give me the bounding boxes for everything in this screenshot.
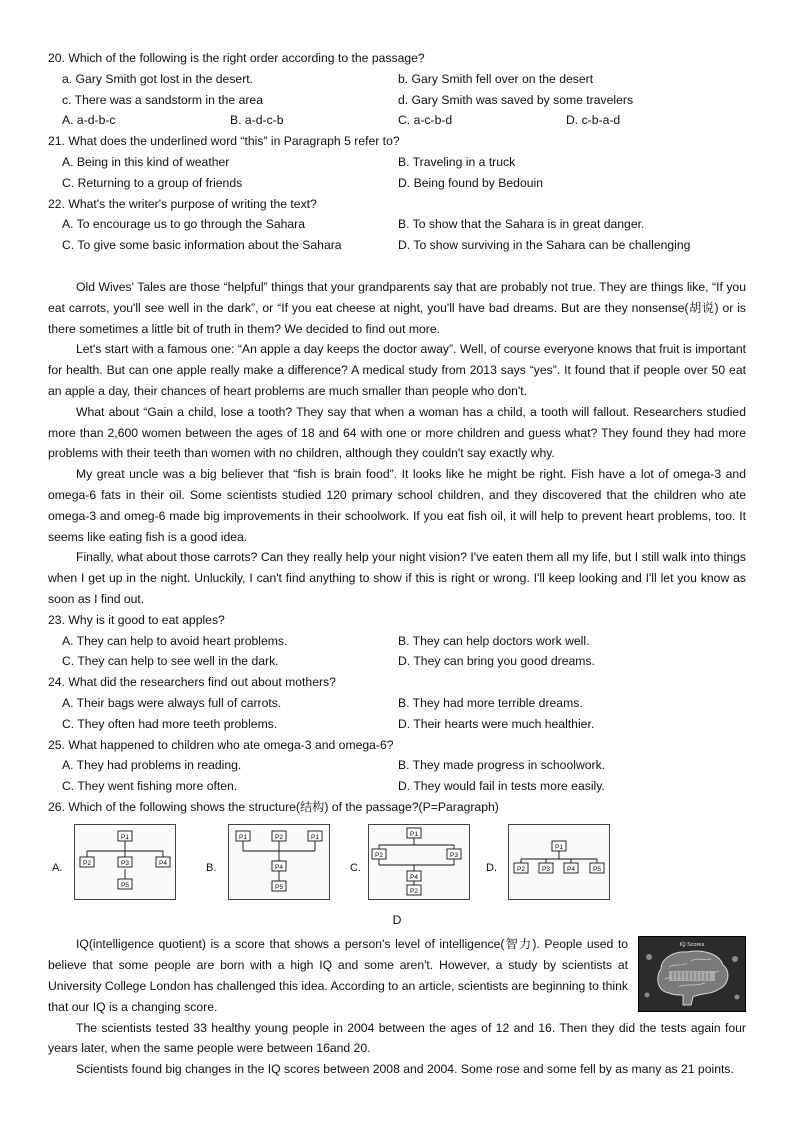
box-p1 [236,831,250,841]
diagram-label-d: D. [486,861,497,874]
question-21 [48,131,746,193]
passage-c [48,277,746,610]
question-22 [48,194,746,256]
choice-b: B. They had more terrible dreams. [398,695,583,710]
box-p4 [564,863,578,873]
question-25 [48,735,746,797]
passage-paragraph-3: What about “Gain a child, lose a tooth? They say that when a woman has a child, a tooth will fallout. Researchers studied more than 2,600 women between the ages of 18 and 64 with one or more children and guess what? They found they had more problems with their teeth than women with no children, although they couldn't say exactly why. [48,404,746,461]
question-20-choices [48,110,746,131]
brain-icon [639,937,745,1011]
exam-page [48,48,746,1080]
question-25-choices [48,755,746,797]
choice-b: B. They can help doctors work well. [398,633,590,648]
choice-d: D. To show surviving in the Sahara can be challenging [398,238,691,253]
structure-diagrams [48,824,746,908]
question-25-stem: 25. What happened to children who ate omega-3 and omega-6? [48,737,394,752]
box-p2 [272,831,286,841]
box-p5 [272,881,286,891]
diagram-label-c: C. [350,861,361,874]
event-b: b. Gary Smith fell over on the desert [398,71,594,86]
box-p2 [80,857,94,867]
choice-a: A. Being in this kind of weather [62,154,230,169]
question-26 [48,797,746,908]
choice-c: C. They often had more teeth problems. [62,716,278,731]
box-label: P1 [311,833,319,841]
choice-c: C. They can help to see well in the dark. [62,654,279,669]
box-label: P4 [275,863,283,871]
box-label: P5 [121,881,129,889]
box-label: P4 [159,859,167,867]
choice-d: D. They can bring you good dreams. [398,654,595,669]
choice-c: C. They went fishing more often. [62,779,238,794]
question-20 [48,48,746,131]
event-c: c. There was a sandstorm in the area [62,92,263,107]
box-p2-bottom [407,885,421,895]
box-label: P1 [555,843,563,851]
box-label: P2 [375,851,383,859]
question-21-choices [48,152,746,194]
iq-brain-image [638,936,746,1012]
question-26-stem: 26. Which of the following shows the structure(结构) of the passage?(P=Paragraph) [48,799,499,814]
choice-a: A. They had problems in reading. [62,758,242,773]
question-21-stem-after: in Paragraph 5 refer to? [267,134,400,149]
section-d-paragraph-1: IQ(intelligence quotient) is a score that shows a person's level of intelligence(智力). People used to believe that some people are born with a high IQ and some aren't. However, a study by scientists at University College London has challenged this idea. According to an article, scientists are beginning to think that our IQ is a changing score. [48,937,628,1014]
box-label: P2 [410,887,418,895]
box-label: P1 [410,830,418,838]
choice-b: B. They made progress in schoolwork. [398,758,606,773]
box-p1 [407,828,421,838]
question-24-stem: 24. What did the researchers find out about mothers? [48,675,336,690]
box-p2 [514,863,528,873]
passage-paragraph-4: My great uncle was a big believer that “fish is brain food”. It looks like he might be right. Fish have a lot of omega-3 and omega-6 fats in their oil. Some scientists studied 120 primary school children, and they discovered that the children who ate omega-3 and omeg-6 made big improvements in their schoolwork. If you eat fish oil, it will help to prevent heart problems, too. It seems like eating fish is a good idea. [48,467,746,544]
box-p3 [308,831,322,841]
box-p3 [539,863,553,873]
box-label: P5 [593,865,601,873]
box-p1 [552,841,566,851]
box-p5 [118,879,132,889]
question-20-events [48,69,746,111]
box-p2 [372,849,386,859]
diagram-d-svg [509,825,609,899]
choice-b: B. a-d-c-b [230,113,284,128]
diagram-a-boxes [80,831,170,889]
diagram-c-boxes [372,828,461,895]
choice-c: C. To give some basic information about the Sahara [62,238,342,253]
question-22-choices [48,214,746,256]
diagram-c-svg [369,825,469,899]
diagram-a-svg [75,825,175,899]
choice-c: C. Returning to a group of friends [62,175,243,190]
box-label: P2 [83,859,91,867]
question-21-stem [48,131,746,152]
diagram-b-svg [229,825,329,899]
box-p5 [590,863,604,873]
choice-b: B. Traveling in a truck [398,154,516,169]
question-20-stem: 20. Which of the following is the right order according to the passage? [48,51,425,65]
passage-paragraph-5: Finally, what about those carrots? Can they really help your night vision? I've eaten them all my life, but I still walk into things when I get up in the night. Unluckily, I can't find anything to show if this is right or wrong. I'll keep looking and I'll let you know as soon as I find out. [48,550,746,606]
structure-diagram-c [368,824,470,900]
question-23-choices [48,631,746,673]
box-label: P3 [121,859,129,867]
spacer [48,256,746,277]
box-p1 [118,831,132,841]
choice-b: B. To show that the Sahara is in great danger. [398,217,645,232]
question-21-stem-word: “this” [240,134,268,149]
choice-d: D. Their hearts were much healthier. [398,716,595,731]
passage-paragraph-1: Old Wives' Tales are those “helpful” things that your grandparents say that are probably not true. They are things like, “If you eat carrots, you'll see well in the dark”, or “If you eat cheese at night, you'll have bad dreams. But are they nonsense(胡说) or is there sometimes a little bit of truth in them? We decided to find out more. [48,279,746,336]
diagram-label-a: A. [52,861,63,874]
choice-a: A. To encourage us to go through the Sahara [62,217,306,232]
box-label: P2 [275,833,283,841]
box-label: P3 [542,865,550,873]
question-23-stem: 23. Why is it good to eat apples? [48,612,225,627]
event-a: a. Gary Smith got lost in the desert. [62,71,254,86]
box-label: P1 [239,833,247,841]
choice-c: C. a-c-b-d [398,113,453,128]
box-label: P3 [450,851,458,859]
box-label: P4 [410,873,418,881]
box-label: P5 [275,883,283,891]
choice-d: D. c-b-a-d [566,113,621,128]
passage-paragraph-2: Let's start with a famous one: “An apple a day keeps the doctor away”. Well, of course everyone knows that fruit is important for health. But can one apple really make a difference? A medical study from 2013 says “yes”. It found that if people over 50 eat an apple a day, their chances of heart problems are much smaller than people who don't. [48,342,746,398]
box-p4 [407,871,421,881]
question-24 [48,672,746,734]
box-label: P2 [517,865,525,873]
question-24-choices [48,693,746,735]
box-p4 [272,861,286,871]
box-p3 [447,849,461,859]
box-label: P1 [121,833,129,841]
diagram-b-boxes [236,831,322,891]
choice-a: A. a-d-b-c [62,113,116,128]
structure-diagram-a [74,824,176,900]
choice-d: D. Being found by Bedouin [398,175,544,190]
structure-diagram-b [228,824,330,900]
question-23 [48,610,746,672]
structure-diagram-d [508,824,610,900]
box-p4 [156,857,170,867]
choice-d: D. They would fail in tests more easily. [398,779,605,794]
image-caption: IQ Scores [679,942,705,949]
section-d-paragraph-3: Scientists found big changes in the IQ scores between 2008 and 2004. Some rose and some fell by as many as 21 points. [76,1062,734,1077]
box-label: P4 [567,865,575,873]
question-21-stem-before: 21. What does the underlined word [48,134,241,149]
choice-a: A. They can help to avoid heart problems. [62,633,288,648]
question-22-stem: 22. What's the writer's purpose of writing the text? [48,196,317,211]
section-d-heading: D [392,912,402,927]
event-d: d. Gary Smith was saved by some travelers [398,92,634,107]
section-d-paragraph-2: The scientists tested 33 healthy young people in 2004 between the ages of 12 and 16. Then they did the tests again four years later, when the same people were between 16and 20. [48,1020,746,1056]
diagram-label-b: B. [206,861,217,874]
section-d [48,934,746,1080]
choice-a: A. Their bags were always full of carrots. [62,695,282,710]
box-p3 [118,857,132,867]
